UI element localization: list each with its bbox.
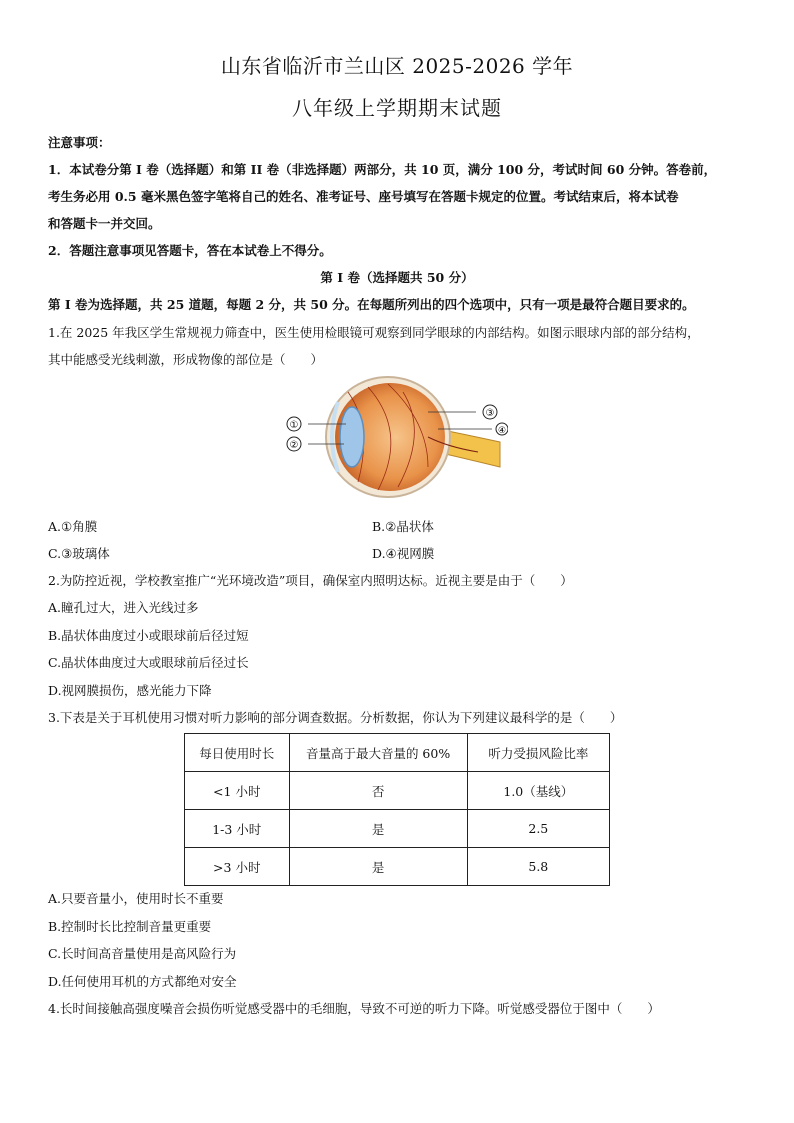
notice-item1-line1: 1．本试卷分第 I 卷（选择题）和第 II 卷（非选择题）两部分，共 10 页，满分 100 分，考试时间 60 分钟。答卷前， (48, 162, 717, 177)
q1-option-d[interactable]: D.④视网膜 (372, 546, 435, 561)
q3-option-b[interactable]: B.控制时长比控制音量更重要 (48, 919, 212, 934)
table-cell: 5.8 (467, 848, 609, 886)
table-row (185, 848, 610, 886)
q2-option-c[interactable]: C.晶状体曲度过大或眼球前后径过长 (48, 655, 249, 670)
table-row (185, 810, 610, 848)
q2-option-a[interactable]: A.瞳孔过大，进入光线过多 (48, 600, 199, 615)
table-cell: 是 (289, 848, 467, 886)
q1-option-c[interactable]: C.③玻璃体 (48, 546, 110, 561)
table-header-row (185, 734, 610, 772)
exam-subtitle: 八年级上学期期末试题 (292, 96, 502, 120)
section1-heading: 第 I 卷（选择题共 50 分） (320, 270, 474, 285)
table-header: 每日使用时长 (185, 734, 290, 772)
table-cell: 1-3 小时 (185, 810, 290, 848)
figure-label-2: ② (289, 440, 299, 451)
table-cell: 否 (289, 772, 467, 810)
section1-instruction: 第 I 卷为选择题，共 25 道题，每题 2 分，共 50 分。在每题所列出的四个选项中，只有一项是最符合题目要求的。 (48, 297, 695, 312)
table-cell: 2.5 (467, 810, 609, 848)
q3-option-a[interactable]: A.只要音量小，使用时长不重要 (48, 891, 224, 906)
notice-item1-line3: 和答题卡一并交回。 (48, 216, 161, 231)
figure-label-4: ④ (497, 426, 507, 436)
q4-stem: 4.长时间接触高强度噪音会损伤听觉感受器中的毛细胞，导致不可逆的听力下降。听觉感受器位于图中（ ） (48, 1001, 660, 1016)
q1-option-b[interactable]: B.②晶状体 (372, 519, 434, 534)
table-cell: 1.0（基线） (467, 772, 609, 810)
table-header: 听力受损风险比率 (467, 734, 609, 772)
q3-stem: 3.下表是关于耳机使用习惯对听力影响的部分调查数据。分析数据，你认为下列建议最科学的是（ ） (48, 710, 623, 725)
q2-option-d[interactable]: D.视网膜损伤，感光能力下降 (48, 683, 212, 698)
table-row (185, 772, 610, 810)
q2-stem: 2.为防控近视，学校教室推广“光环境改造”项目，确保室内照明达标。近视主要是由于（ ） (48, 573, 573, 588)
table-header: 音量高于最大音量的 60% (289, 734, 467, 772)
figure-label-1: ① (289, 420, 299, 431)
q3-option-d[interactable]: D.任何使用耳机的方式都绝对安全 (48, 974, 237, 989)
table-cell: <1 小时 (185, 772, 290, 810)
exam-title: 山东省临沂市兰山区 2025-2026 学年 (220, 54, 574, 78)
survey-table (184, 733, 610, 886)
q1-stem-line1: 1.在 2025 年我区学生常规视力筛查中，医生使用检眼镜可观察到同学眼球的内部结构。如图示眼球内部的部分结构， (48, 325, 700, 340)
notice-item2: 2．答题注意事项见答题卡，答在本试卷上不得分。 (48, 243, 332, 258)
q2-option-b[interactable]: B.晶状体曲度过小或眼球前后径过短 (48, 628, 249, 643)
table-cell: >3 小时 (185, 848, 290, 886)
q1-stem-line2: 其中能感受光线刺激，形成物像的部位是（ ） (48, 352, 324, 367)
q1-option-a[interactable]: A.①角膜 (48, 519, 98, 534)
eyeball-diagram (278, 372, 508, 502)
table-cell: 是 (289, 810, 467, 848)
notice-item1-line2: 考生务必用 0.5 毫米黑色签字笔将自己的姓名、准考证号、座号填写在答题卡规定的位置。考试结束后，将本试卷 (48, 189, 679, 204)
notice-heading: 注意事项： (48, 135, 111, 150)
q3-option-c[interactable]: C.长时间高音量使用是高风险行为 (48, 946, 237, 961)
figure-label-3: ③ (485, 408, 495, 419)
